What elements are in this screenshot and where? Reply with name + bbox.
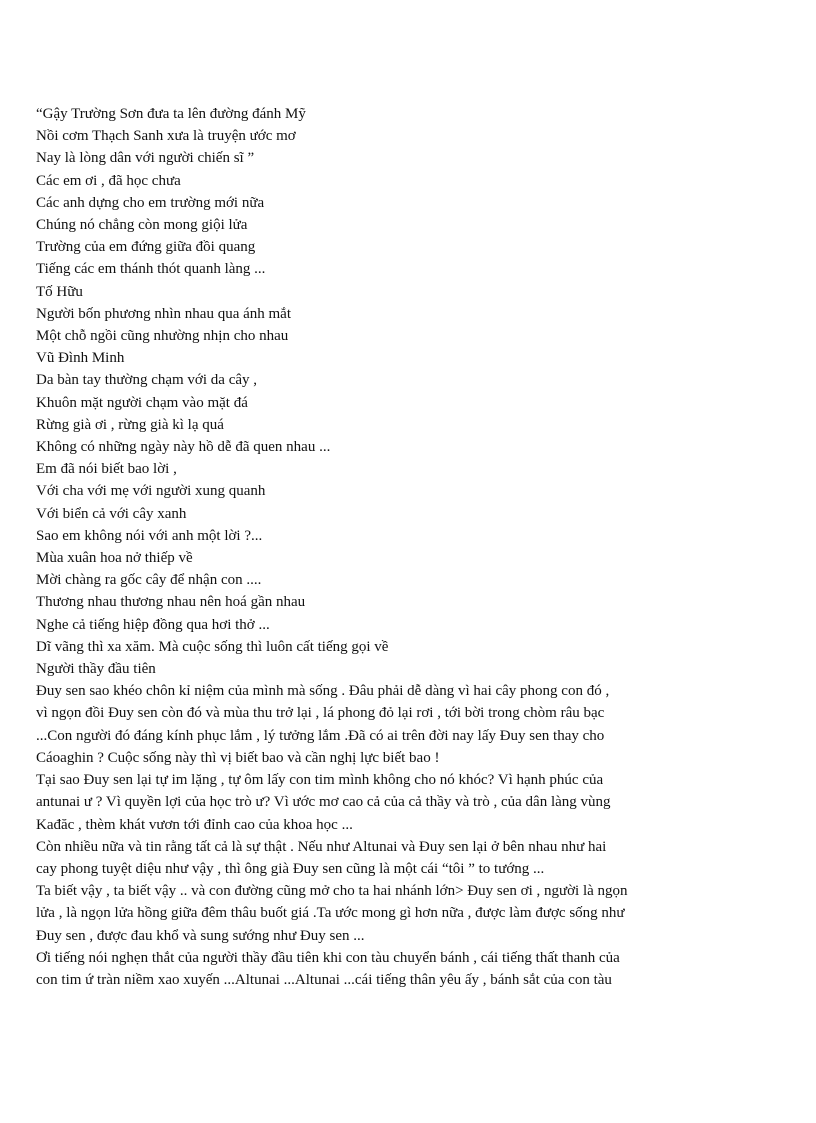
paragraph-line: con tim ứ tràn niềm xao xuyến ...Altunai ...Altunai ...cái tiếng thân yêu ấy , bánh sắt của con tàu [36, 971, 612, 988]
text-line: Nghe cả tiếng hiệp đồng qua hơi thở ... [36, 616, 270, 633]
text-line: “Gậy Trường Sơn đưa ta lên đường đánh Mỹ [36, 106, 306, 122]
text-line: Sao em không nói với anh một lời ?... [36, 527, 263, 544]
paragraph-line: antunai ư ? Vì quyền lợi của học trò ư? Vì ước mơ cao cả của cả thầy và trò , của dân làng vùng [36, 794, 611, 811]
paragraph-line: Đuy sen , được đau khổ và sung sướng như Đuy sen ... [36, 927, 365, 944]
text-line: Với cha với mẹ với người xung quanh [36, 483, 266, 500]
author-line: Tố Hữu [36, 283, 83, 300]
text-line: Trường của em đứng giữa đồi quang [36, 239, 256, 256]
paragraph-line: Kađăc , thèm khát vươn tới đỉnh cao của khoa học ... [36, 816, 353, 833]
paragraph-line: Cáoaghin ? Cuộc sống này thì vị biết bao và cần nghị lực biết bao ! [36, 749, 440, 766]
paragraph-line: Tại sao Đuy sen lại tự im lặng , tự ôm lấy con tim mình không cho nó khóc? Vì hạnh phúc của [36, 772, 604, 789]
text-line: Tiếng các em thánh thót quanh làng ... [36, 261, 266, 278]
text-line: Với biển cả với cây xanh [36, 505, 187, 522]
text-line: Rừng già ơi , rừng già kì lạ quá [36, 416, 224, 433]
paragraph-line: Còn nhiều nữa và tin rằng tất cả là sự thật . Nếu như Altunai và Đuy sen lại ở bên nhau như hai [36, 838, 607, 855]
text-line: Chúng nó chẳng còn mong giội lửa [36, 217, 248, 234]
paragraph-line: Đuy sen sao khéo chôn kỉ niệm của mình mà sống . Đâu phải dễ dàng vì hai cây phong con đó , [36, 683, 610, 700]
text-line: Các anh dựng cho em trường mới nữa [36, 194, 265, 211]
paragraph-line: cay phong tuyệt diệu như vậy , thì ông già Đuy sen cũng là một cái “tôi ” to tướng ... [36, 860, 545, 877]
paragraph-line: Ơi tiếng nói nghẹn thắt của người thầy đầu tiên khi con tàu chuyển bánh , cái tiếng thất thanh của [36, 949, 620, 966]
text-line: Không có những ngày này hồ dễ đã quen nhau ... [36, 439, 331, 456]
heading-line: Người thầy đầu tiên [36, 661, 156, 678]
text-line: Một chỗ ngồi cũng nhường nhịn cho nhau [36, 328, 289, 345]
text-line: Người bốn phương nhìn nhau qua ánh mắt [36, 305, 292, 322]
text-line: Mùa xuân hoa nở thiếp về [36, 550, 193, 567]
text-line: Da bàn tay thường chạm với da cây , [36, 372, 258, 389]
text-line: Dĩ vãng thì xa xăm. Mà cuộc sống thì luôn cất tiếng gọi về [36, 638, 389, 655]
author-line: Vũ Đình Minh [36, 350, 125, 367]
text-line: Các em ơi , đã học chưa [36, 172, 181, 189]
text-line: Khuôn mặt người chạm vào mặt đá [36, 394, 248, 411]
paragraph-line: Ta biết vậy , ta biết vậy .. và con đường cũng mở cho ta hai nhánh lớn> Đuy sen ơi , người là ngọn [36, 883, 628, 900]
text-line: Nay là lòng dân với người chiến sĩ ” [36, 150, 255, 167]
text-line: Nồi cơm Thạch Sanh xưa là truyện ước mơ [36, 128, 296, 145]
paragraph-line: vì ngọn đồi Đuy sen còn đó và mùa thu trở lại , lá phong đỏ lại rơi , tới bời trong chòm râu bạc [36, 705, 605, 722]
text-line: Thương nhau thương nhau nên hoá gần nhau [36, 594, 306, 611]
text-line: Em đã nói biết bao lời , [36, 461, 177, 478]
document-text [36, 103, 796, 991]
text-line: Mời chàng ra gốc cây để nhận con .... [36, 572, 262, 589]
paragraph-line: lửa , là ngọn lửa hồng giữa đêm thâu buốt giá .Ta ước mong gì hơn nữa , được làm được sống như [36, 905, 625, 922]
paragraph-line: ...Con người đó đáng kính phục lắm , lý tưởng lắm .Đã có ai trên đời nay lấy Đuy sen thay cho [36, 727, 605, 744]
